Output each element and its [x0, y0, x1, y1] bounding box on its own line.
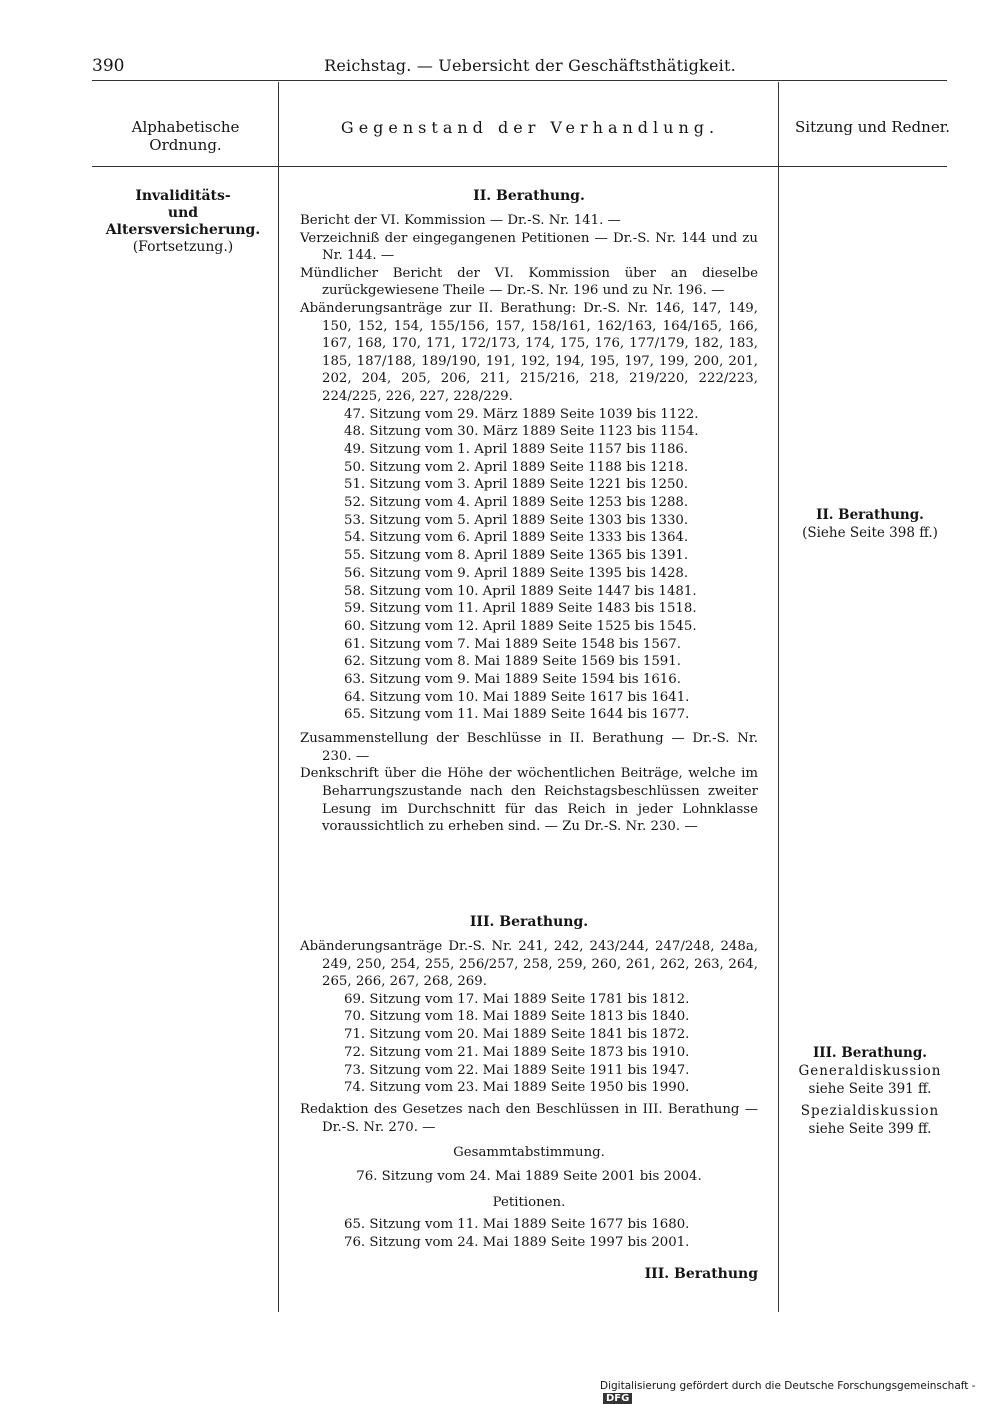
session-line: 71. Sitzung vom 20. Mai 1889 Seite 1841 bis 1872. [344, 1027, 690, 1043]
right-second-heading: II. Berathung. [816, 507, 924, 523]
session-line: 54. Sitzung vom 6. April 1889 Seite 1333 bis 1364. [344, 530, 689, 546]
session-line: 60. Sitzung vom 12. April 1889 Seite 1525 bis 1545. [344, 618, 697, 634]
session-line: 74. Sitzung vom 23. Mai 1889 Seite 1950 bis 1990. [344, 1080, 690, 1096]
session-line: 59. Sitzung vom 11. April 1889 Seite 1483 bis 1518. [344, 601, 697, 617]
session-line: 51. Sitzung vom 3. April 1889 Seite 1221 bis 1250. [344, 477, 689, 493]
catchword: III. Berathung [644, 1265, 758, 1282]
entry-redaction: Redaktion des Gesetzes nach den Beschlüssen in III. Berathung — Dr.-S. Nr. 270. — [300, 1102, 758, 1135]
right-general-ref: siehe Seite 391 ff. [808, 1081, 932, 1097]
entry-memo: Denkschrift über die Höhe der wöchentlichen Beiträge, welche im Beharrungszustande nach den Reichstagsbeschlüssen zweiter Lesung im Durchschnitt für das Reich in jeder Lohnklasse voraussichtlich zu erheben sind. — Zu Dr.-S. Nr. 230. — [300, 766, 758, 835]
third-reading-sessions [300, 991, 758, 1097]
right-general-discussion: Generaldiskussion [798, 1063, 942, 1079]
right-third-heading: III. Berathung. [812, 1045, 928, 1061]
footer-text: Digitalisierung gefördert durch die Deutsche Forschungsgemeinschaft - [600, 1380, 976, 1392]
entry-amendments: Abänderungsanträge zur II. Berathung: Dr.-S. Nr. 146, 147, 149, 150, 152, 154, 155/156, 157, 158/161, 162/163, 164/165, 166, 167, 168, 170, 171, 172/173, 174, 175, 176, 177/179, 182, 183, 185, 187/188, 189/190, 191, 192, 194, 195, 197, 199, 200, 201, 202, 204, 205, 206, 211, 215/216, 218, 219/220, 222/223, 224/225, 226, 227, 228/229. [300, 300, 758, 404]
session-line: 50. Sitzung vom 2. April 1889 Seite 1188 bis 1218. [344, 459, 689, 475]
second-reading-sessions [300, 406, 758, 725]
session-line: 47. Sitzung vom 29. März 1889 Seite 1039 bis 1122. [344, 406, 699, 422]
running-title: Reichstag. — Uebersicht der Geschäftsthätigkeit. [324, 56, 736, 75]
column-header-subject: Gegenstand der Verhandlung. [340, 118, 720, 137]
third-reading-section [300, 914, 758, 1282]
right-special-discussion: Spezialdiskussion [800, 1103, 940, 1119]
session-line: 56. Sitzung vom 9. April 1889 Seite 1395 bis 1428. [344, 565, 689, 581]
vote-session: 76. Sitzung vom 24. Mai 1889 Seite 2001 bis 2004. [356, 1169, 702, 1185]
second-reading-section [300, 188, 758, 836]
column-header-alphabetical: Alphabetische Ordnung. [131, 118, 240, 154]
right-special-ref: siehe Seite 399 ff. [808, 1121, 932, 1137]
vote-heading: Gesammtabstimmung. [453, 1145, 605, 1161]
subject-line-2: und [167, 205, 199, 221]
petition-sessions [300, 1216, 758, 1251]
right-second-ref: (Siehe Seite 398 ff.) [802, 525, 938, 541]
column-divider-left [278, 82, 279, 1312]
entry-petitions-list: Verzeichniß der eingegangenen Petitionen — Dr.-S. Nr. 144 und zu Nr. 144. — [300, 230, 758, 264]
subject-line-4: (Fortsetzung.) [132, 239, 234, 255]
session-line: 48. Sitzung vom 30. März 1889 Seite 1123 bis 1154. [344, 424, 699, 440]
session-line: 76. Sitzung vom 24. Mai 1889 Seite 1997 bis 2001. [344, 1234, 690, 1250]
session-line: 64. Sitzung vom 10. Mai 1889 Seite 1617 bis 1641. [344, 689, 690, 705]
subject-label [98, 188, 268, 256]
column-header-session: Sitzung und Redner. [795, 118, 950, 136]
right-second-reading [785, 506, 955, 542]
right-third-reading [785, 1044, 955, 1138]
session-line: 55. Sitzung vom 8. April 1889 Seite 1365 bis 1391. [344, 548, 689, 564]
session-line: 58. Sitzung vom 10. April 1889 Seite 1447 bis 1481. [344, 583, 697, 599]
session-line: 49. Sitzung vom 1. April 1889 Seite 1157 bis 1186. [344, 441, 689, 457]
session-line: 61. Sitzung vom 7. Mai 1889 Seite 1548 bis 1567. [344, 636, 681, 652]
session-line: 65. Sitzung vom 11. Mai 1889 Seite 1644 bis 1677. [344, 707, 690, 723]
session-line: 65. Sitzung vom 11. Mai 1889 Seite 1677 bis 1680. [344, 1217, 690, 1233]
header-rule-bottom [92, 166, 947, 167]
second-reading-heading: II. Berathung. [473, 188, 585, 204]
session-line: 63. Sitzung vom 9. Mai 1889 Seite 1594 bis 1616. [344, 672, 681, 688]
session-line: 62. Sitzung vom 8. Mai 1889 Seite 1569 bis 1591. [344, 654, 681, 670]
dfg-logo: DFG [603, 1393, 632, 1404]
subject-line-3: Altersversicherung. [105, 222, 261, 238]
header-rule-top [92, 80, 947, 81]
petitions-heading: Petitionen. [492, 1195, 566, 1211]
session-line: 69. Sitzung vom 17. Mai 1889 Seite 1781 bis 1812. [344, 991, 690, 1007]
session-line: 52. Sitzung vom 4. April 1889 Seite 1253 bis 1288. [344, 495, 689, 511]
entry-oral-report: Mündlicher Bericht der VI. Kommission über an dieselbe zurückgewiesene Theile — Dr.-S. Nr. 196 und zu Nr. 196. — [300, 265, 758, 299]
session-line: 70. Sitzung vom 18. Mai 1889 Seite 1813 bis 1840. [344, 1009, 690, 1025]
subject-line-1: Invaliditäts- [135, 188, 231, 204]
session-line: 53. Sitzung vom 5. April 1889 Seite 1303 bis 1330. [344, 512, 689, 528]
page-number: 390 [92, 56, 125, 76]
digitization-footer [600, 1380, 1000, 1404]
third-reading-heading: III. Berathung. [469, 914, 589, 930]
entry-third-amendments: Abänderungsanträge Dr.-S. Nr. 241, 242, 243/244, 247/248, 248a, 249, 250, 254, 255, 256/257, 258, 259, 260, 261, 262, 263, 264, 265, 266, 267, 268, 269. [300, 939, 758, 990]
session-line: 72. Sitzung vom 21. Mai 1889 Seite 1873 bis 1910. [344, 1044, 690, 1060]
entry-report: Bericht der VI. Kommission — Dr.-S. Nr. 141. — [300, 213, 621, 228]
session-line: 73. Sitzung vom 22. Mai 1889 Seite 1911 bis 1947. [344, 1062, 690, 1078]
entry-summary: Zusammenstellung der Beschlüsse in II. Berathung — Dr.-S. Nr. 230. — [300, 731, 758, 764]
column-divider-right [778, 82, 779, 1312]
